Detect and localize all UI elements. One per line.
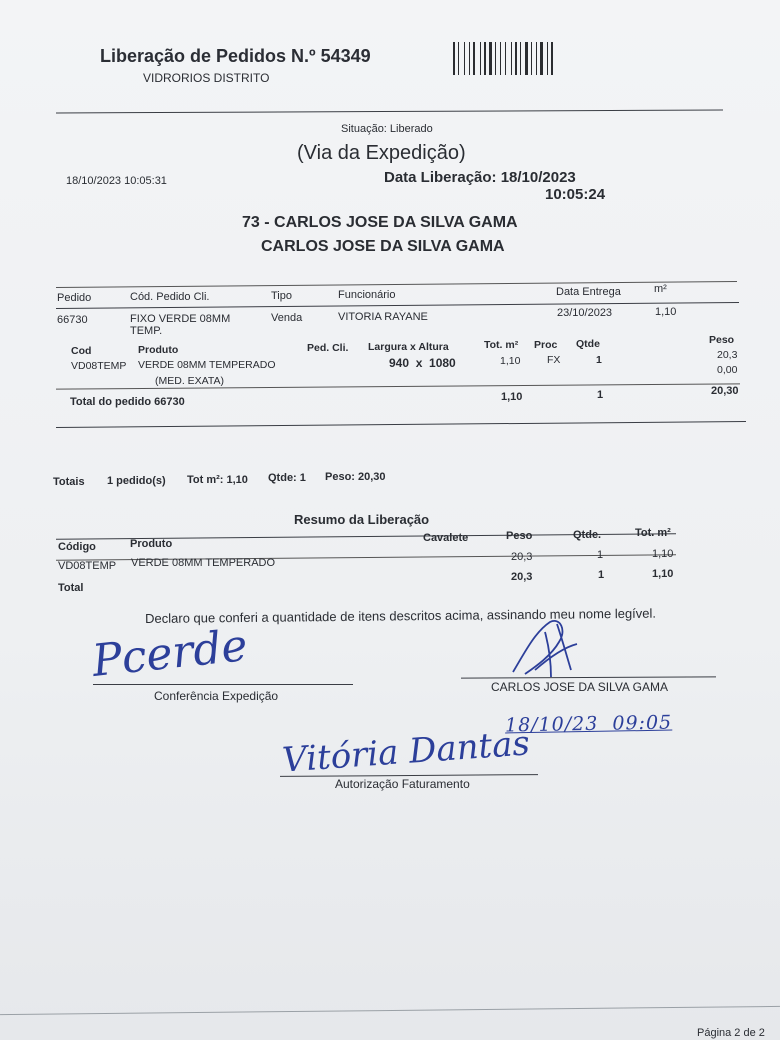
pedido-table-bottom-rule: [56, 421, 746, 428]
barcode-bar: [522, 42, 524, 75]
resumo-total-label: Total: [58, 582, 84, 594]
item-obs: (MED. EXATA): [155, 375, 225, 387]
document-title: Liberação de Pedidos N.º 54349: [100, 46, 371, 66]
item-col-qtde: Qtde: [576, 338, 600, 350]
cliente-signature-mark: [505, 612, 585, 687]
barcode-bar: [515, 42, 517, 75]
cod-pedido-cli-line1: FIXO VERDE 08MM: [130, 313, 231, 325]
barcode-bar: [480, 42, 481, 75]
barcode-bar: [476, 42, 479, 75]
barcode-bar: [538, 42, 539, 75]
item-tot-m2: 1,10: [500, 355, 521, 367]
resumo-codigo: VD08TEMP: [58, 560, 117, 572]
barcode-bar: [471, 42, 472, 75]
barcode-bar: [458, 42, 459, 75]
item-produto: VERDE 08MM TEMPERADO: [138, 359, 276, 371]
barcode-bar: [529, 42, 530, 75]
resumo-tot-m2: 1,10: [652, 548, 674, 560]
item-qtde: 1: [596, 354, 602, 366]
barcode-bar: [525, 42, 528, 75]
resumo-total-m2: 1,10: [652, 568, 674, 580]
item-cod: VD08TEMP: [71, 360, 127, 372]
barcode-bar: [460, 42, 463, 75]
pedido-funcionario: VITORIA RAYANE: [338, 311, 428, 323]
hora-liberacao: 10:05:24: [545, 186, 606, 203]
cliente-nome: CARLOS JOSE DA SILVA GAMA: [261, 238, 505, 255]
via-title: (Via da Expedição): [297, 142, 466, 164]
barcode-bar: [500, 42, 501, 75]
resumo-col-tot-m2: Tot. m²: [635, 527, 671, 539]
barcode-bar: [464, 42, 465, 75]
pedido-total-peso: 20,30: [711, 385, 739, 397]
item-peso-2: 0,00: [717, 364, 738, 376]
barcode-bar: [493, 42, 494, 75]
barcode-bar: [511, 42, 512, 75]
handwritten-date: 18/10/23 09:05: [504, 711, 673, 737]
data-liberacao: Data Liberação: 18/10/2023: [384, 169, 576, 186]
pedido-total-qtde: 1: [597, 389, 604, 401]
barcode-bar: [473, 42, 475, 75]
resumo-title: Resumo da Liberação: [294, 512, 430, 527]
cliente-codigo-nome: 73 - CARLOS JOSE DA SILVA GAMA: [242, 214, 518, 231]
totais-label: Totais: [53, 476, 85, 488]
pedido-table-top-rule: [56, 281, 737, 288]
resumo-col-produto: Produto: [130, 538, 173, 550]
cliente-signature-label: CARLOS JOSE DA SILVA GAMA: [491, 680, 668, 694]
barcode-bar: [487, 42, 488, 75]
cliente-signature-line: [461, 676, 716, 678]
item-proc: FX: [547, 354, 561, 366]
company-name: VIDRORIOS DISTRITO: [143, 71, 270, 85]
barcode-bar: [554, 42, 555, 75]
barcode-bar: [469, 42, 470, 75]
barcode-bar: [547, 42, 548, 75]
item-col-tot-m2: Tot. m²: [484, 339, 519, 351]
resumo-total-qtde: 1: [598, 569, 605, 581]
resumo-col-qtde: Qtde.: [573, 529, 602, 541]
col-cod-pedido-cli: Cód. Pedido Cli.: [130, 291, 210, 303]
barcode-bar: [540, 42, 543, 75]
pedido-number: 66730: [57, 314, 88, 326]
totais-qtde: Qtde: 1: [268, 472, 306, 484]
col-data-entrega: Data Entrega: [556, 286, 621, 298]
item-col-largura-altura: Largura x Altura: [368, 341, 449, 353]
pedido-tipo: Venda: [271, 312, 303, 324]
barcode-bar: [513, 42, 514, 75]
barcode-bar: [484, 42, 486, 75]
col-pedido: Pedido: [57, 292, 92, 304]
barcode-bar: [544, 42, 546, 75]
barcode-bar: [497, 42, 499, 75]
totais-pedidos: 1 pedido(s): [107, 475, 166, 487]
declaracao-text: Declaro que conferi a quantidade de itens descritos acima, assinando meu nome legível.: [145, 605, 657, 626]
col-funcionario: Funcionário: [338, 289, 396, 301]
barcode-bar: [502, 42, 504, 75]
pedido-total-label: Total do pedido 66730: [70, 396, 185, 408]
barcode-bar: [533, 42, 535, 75]
barcode-bar: [505, 42, 506, 75]
conferencia-signature-line: [93, 684, 353, 685]
resumo-col-codigo: Código: [58, 541, 96, 553]
totais-m2: Tot m²: 1,10: [187, 474, 248, 486]
resumo-peso: 20,3: [511, 551, 533, 563]
resumo-produto: VERDE 08MM TEMPERADO: [131, 557, 276, 569]
item-col-proc: Proc: [534, 339, 558, 351]
col-m2: m²: [654, 283, 667, 295]
barcode-bar: [466, 42, 468, 75]
item-peso-1: 20,3: [717, 349, 738, 361]
conferencia-signature: Pcerde: [89, 620, 250, 687]
item-col-cod: Cod: [71, 345, 92, 357]
barcode-bar: [551, 42, 553, 75]
cod-pedido-cli-line2: TEMP.: [130, 325, 163, 337]
situacao-text: Situação: Liberado: [341, 123, 433, 135]
pedido-data-entrega: 23/10/2023: [557, 307, 613, 319]
barcode-bar: [518, 42, 519, 75]
barcode-bar: [536, 42, 537, 75]
col-tipo: Tipo: [271, 290, 292, 302]
item-col-ped-cli: Ped. Cli.: [307, 342, 349, 354]
item-col-peso: Peso: [709, 334, 735, 346]
pedido-header-rule: [56, 302, 739, 309]
barcode-bar: [507, 42, 510, 75]
footer-rule: [0, 1006, 780, 1015]
totais-peso: Peso: 20,30: [325, 471, 386, 483]
barcode-bar: [531, 42, 532, 75]
resumo-col-cavalete: Cavalete: [423, 532, 469, 544]
cliente-signature-stroke: [513, 621, 577, 677]
pedido-m2: 1,10: [655, 306, 677, 318]
pedido-total-m2: 1,10: [501, 391, 523, 403]
autorizacao-label: Autorização Faturamento: [335, 777, 470, 791]
item-col-produto: Produto: [138, 344, 179, 356]
resumo-col-peso: Peso: [506, 530, 533, 542]
autorizacao-signature: Vitória Dantas: [280, 723, 532, 781]
header-divider: [56, 110, 723, 114]
barcode-bar: [495, 42, 496, 75]
print-timestamp: 18/10/2023 10:05:31: [66, 175, 167, 187]
page-number: Página 2 de 2: [697, 1027, 765, 1039]
barcode-bar: [453, 42, 455, 75]
barcode-bar: [549, 42, 550, 75]
resumo-qtde: 1: [597, 549, 604, 561]
resumo-total-peso: 20,3: [511, 571, 533, 583]
barcode-bar: [520, 42, 521, 75]
item-largura-altura: 940 x 1080: [389, 356, 456, 370]
barcode: [453, 42, 571, 75]
barcode-bar: [482, 42, 483, 75]
barcode-bar: [489, 42, 492, 75]
barcode-bar: [456, 42, 457, 75]
conferencia-label: Conferência Expedição: [154, 689, 279, 703]
